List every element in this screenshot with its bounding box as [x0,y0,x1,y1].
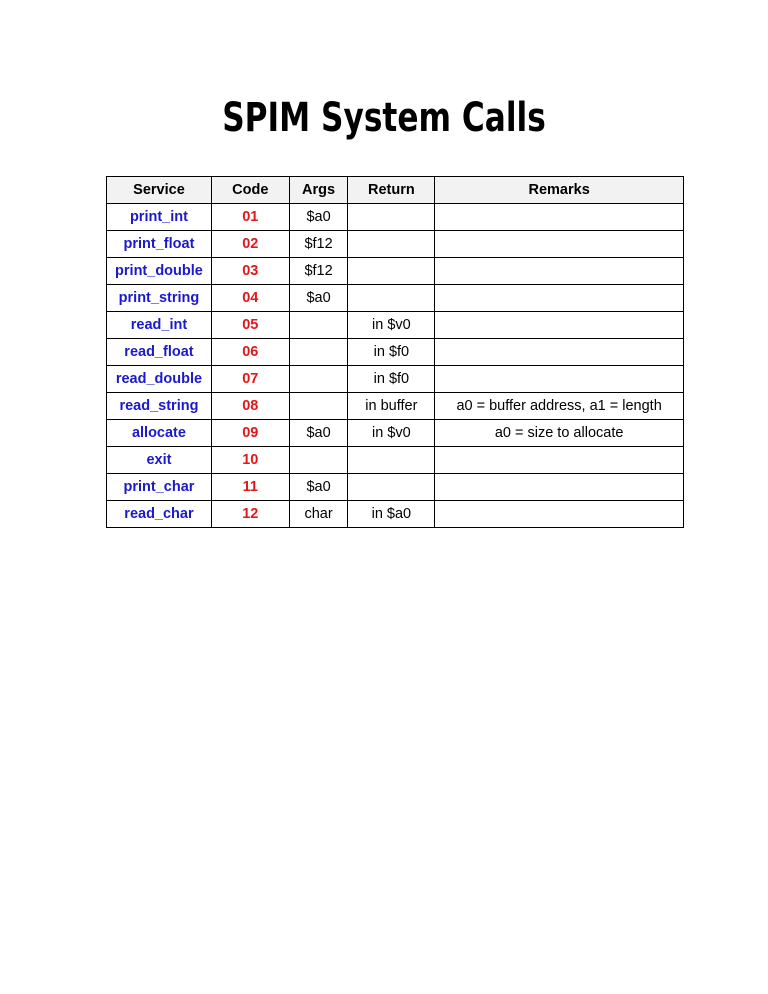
cell-code: 03 [211,258,289,285]
cell-remarks [435,474,684,501]
cell-service: print_string [107,285,212,312]
table-row [107,366,684,393]
table-row [107,474,684,501]
header-service: Service [107,177,212,204]
cell-code: 08 [211,393,289,420]
cell-return [348,447,435,474]
cell-args: $f12 [289,231,348,258]
table-row [107,420,684,447]
cell-remarks: a0 = buffer address, a1 = length [435,393,684,420]
cell-remarks [435,285,684,312]
cell-remarks [435,501,684,528]
cell-service: print_char [107,474,212,501]
table-row [107,447,684,474]
cell-service: read_double [107,366,212,393]
cell-return: in $v0 [348,312,435,339]
cell-service: print_int [107,204,212,231]
cell-return: in $v0 [348,420,435,447]
table-row [107,339,684,366]
table-row [107,231,684,258]
cell-args [289,393,348,420]
header-return: Return [348,177,435,204]
cell-service: print_float [107,231,212,258]
cell-args: $a0 [289,474,348,501]
table-header-row [107,177,684,204]
cell-code: 09 [211,420,289,447]
syscall-table [106,176,684,528]
cell-service: read_string [107,393,212,420]
cell-code: 12 [211,501,289,528]
cell-args: $a0 [289,420,348,447]
cell-code: 04 [211,285,289,312]
cell-remarks [435,312,684,339]
cell-return [348,231,435,258]
cell-code: 10 [211,447,289,474]
header-code: Code [211,177,289,204]
cell-service: read_float [107,339,212,366]
cell-code: 07 [211,366,289,393]
cell-args: char [289,501,348,528]
table-row [107,501,684,528]
cell-return: in $f0 [348,339,435,366]
table-row [107,312,684,339]
table-row [107,285,684,312]
cell-return [348,285,435,312]
cell-args: $f12 [289,258,348,285]
cell-return: in buffer [348,393,435,420]
cell-service: print_double [107,258,212,285]
cell-remarks [435,204,684,231]
cell-args [289,312,348,339]
cell-remarks [435,231,684,258]
cell-code: 02 [211,231,289,258]
cell-remarks [435,447,684,474]
cell-code: 01 [211,204,289,231]
cell-args: $a0 [289,204,348,231]
cell-args [289,447,348,474]
cell-return: in $f0 [348,366,435,393]
cell-remarks [435,366,684,393]
table-row [107,204,684,231]
cell-code: 11 [211,474,289,501]
page-title: SPIM System Calls [222,95,546,141]
cell-args [289,339,348,366]
cell-remarks [435,258,684,285]
table-row [107,258,684,285]
cell-service: read_char [107,501,212,528]
cell-code: 05 [211,312,289,339]
cell-remarks [435,339,684,366]
header-remarks: Remarks [435,177,684,204]
cell-return [348,474,435,501]
cell-service: read_int [107,312,212,339]
cell-remarks: a0 = size to allocate [435,420,684,447]
cell-return [348,258,435,285]
table-row [107,393,684,420]
cell-args [289,366,348,393]
cell-return: in $a0 [348,501,435,528]
cell-service: exit [107,447,212,474]
header-args: Args [289,177,348,204]
cell-return [348,204,435,231]
cell-code: 06 [211,339,289,366]
cell-service: allocate [107,420,212,447]
cell-args: $a0 [289,285,348,312]
